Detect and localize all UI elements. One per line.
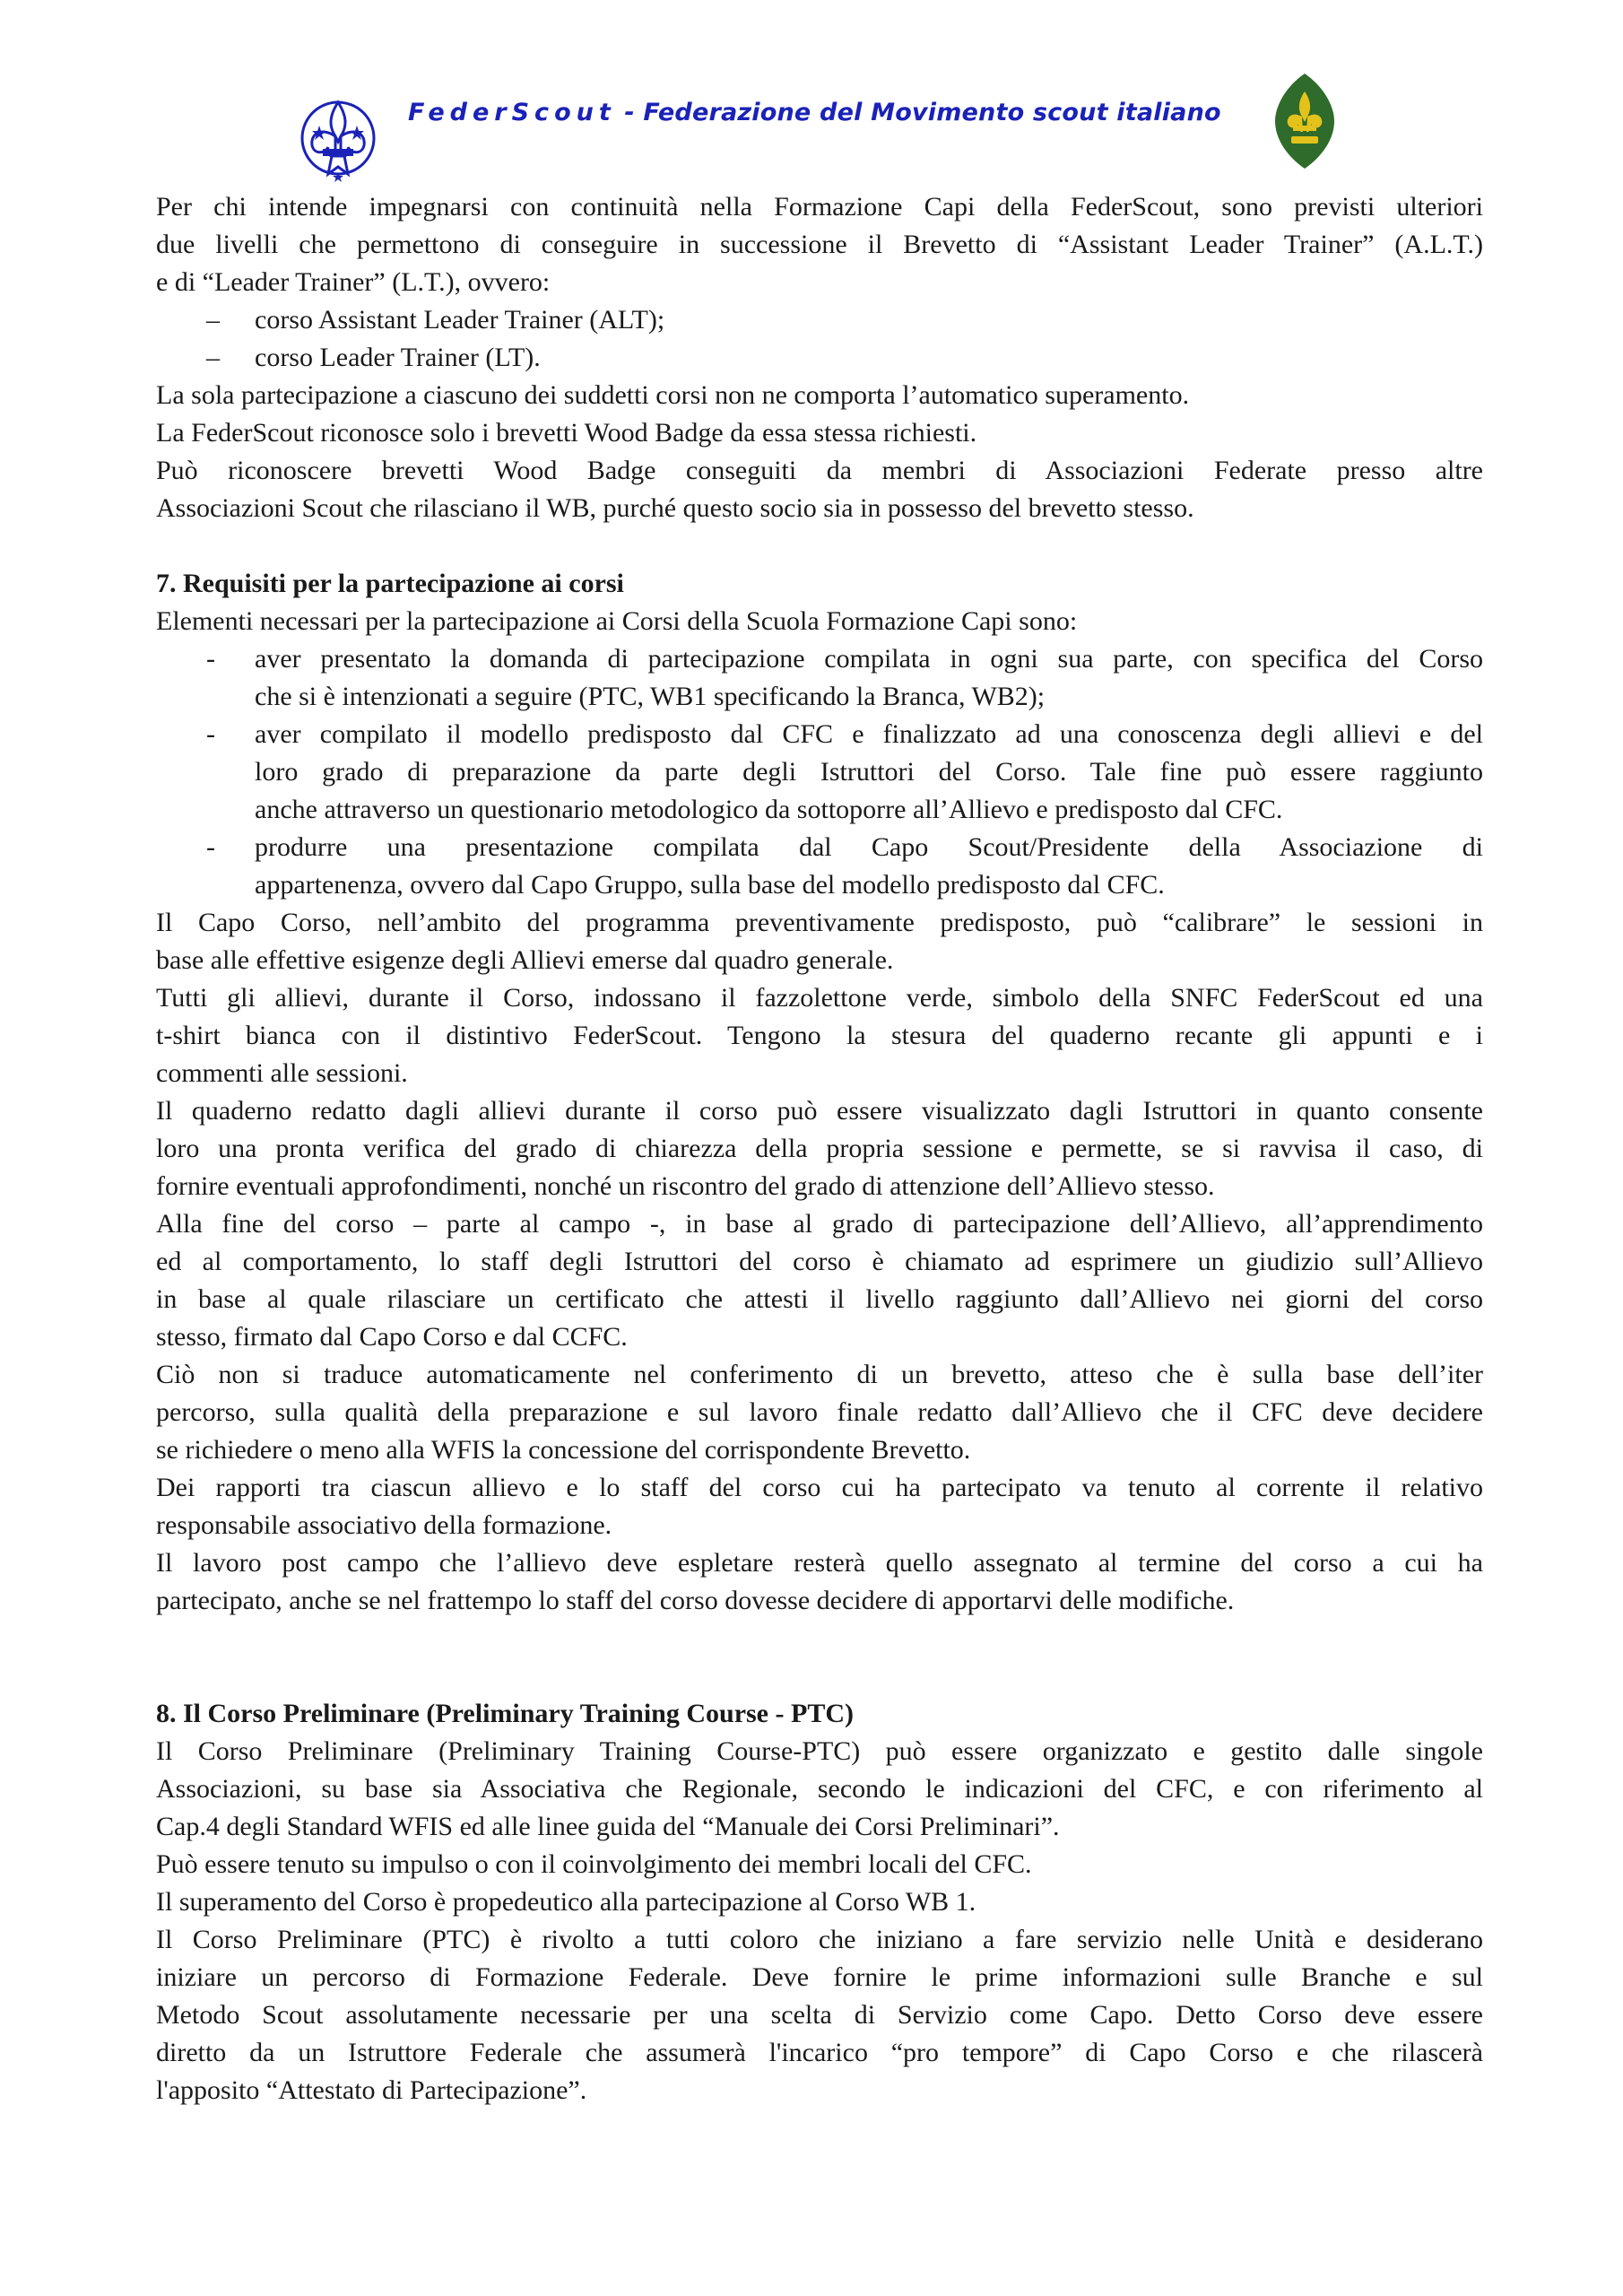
paragraph: Può essere tenuto su impulso o con il coinvolgimento dei membri locali del CFC. bbox=[156, 1849, 1032, 1879]
paragraph bbox=[156, 452, 1483, 527]
text-line: Associazioni Scout che rilasciano il WB, purché questo socio sia in possesso del brevetto stesso. bbox=[156, 493, 1194, 523]
intro-paragraph bbox=[156, 188, 1483, 301]
header-separator: - bbox=[615, 99, 644, 126]
page-header bbox=[296, 90, 1327, 152]
list-item: – corso Leader Trainer (LT). bbox=[206, 343, 541, 372]
header-subtitle: Federazione del Movimento scout italiano bbox=[643, 99, 1221, 126]
text-line: Per chi intende impegnarsi con continuità nella Formazione Capi della FederScout, sono previsti ulteriori bbox=[156, 192, 1483, 222]
fleur-de-lis-stars-icon bbox=[296, 90, 381, 188]
paragraph: Tutti gli allievi, durante il Corso, indossano il fazzolettone verde, simbolo della SNFC FederScout ed una t-shirt bianca con il distintivo FederScout. Tengono la stesura del quaderno recante gli appunti e i commenti alle sessioni. bbox=[156, 983, 1483, 1088]
paragraph: Il lavoro post campo che l’allievo deve espletare resterà quello assegnato al termine del corso a cui ha partecipato, anche se nel frattempo lo staff del corso dovesse decidere di apportarvi delle modifiche. bbox=[156, 1548, 1483, 1615]
list-item: - aver compilato il modello predisposto dal CFC e finalizzato ad una conoscenza degli allievi e del loro grado di preparazione da parte degli Istruttori del Corso. Tale fine può essere raggiunto anche attraverso un questionario metodologico da sottoporre all’Allievo e predisposto dal CFC. bbox=[206, 719, 1483, 824]
header-org: FederScout bbox=[408, 99, 616, 126]
document-body bbox=[156, 188, 1483, 2109]
text-line: due livelli che permettono di conseguire in successione il Brevetto di “Assistant Leader Trainer” (A.L.T.) bbox=[156, 230, 1483, 259]
paragraph: La sola partecipazione a ciascuno dei suddetti corsi non ne comporta l’automatico superamento. bbox=[156, 380, 1190, 410]
paragraph: Il quaderno redatto dagli allievi durante il corso può essere visualizzato dagli Istruttori in quanto consente loro una pronta verifica del grado di chiarezza della propria sessione e permette, se si ravvisa il caso, di fornire eventuali approfondimenti, nonché un riscontro del grado di attenzione dell’Allievo stesso. bbox=[156, 1096, 1483, 1201]
section-heading: 7. Requisiti per la partecipazione ai corsi bbox=[156, 569, 624, 598]
paragraph: Il Capo Corso, nell’ambito del programma preventivamente predisposto, può “calibrare” le sessioni in base alle effettive esigenze degli Allievi emerse dal quadro generale. bbox=[156, 908, 1483, 975]
list-item: – corso Assistant Leader Trainer (ALT); bbox=[206, 305, 665, 335]
paragraph: Alla fine del corso – parte al campo -, in base al grado di partecipazione dell’Allievo, all’apprendimento ed al comportamento, lo staff degli Istruttori del corso è chiamato ad esprimere un giudizio sull’Allievo in base al quale rilasciare un certificato che attesti il livello raggiunto dall’Allievo nei giorni del corso stesso, firmato dal Capo Corso e dal CCFC. bbox=[156, 1209, 1483, 1352]
paragraph: La FederScout riconosce solo i brevetti Wood Badge da essa stessa richiesti. bbox=[156, 418, 977, 448]
fleur-de-lis-badge-icon bbox=[1273, 72, 1336, 170]
paragraph: Dei rapporti tra ciascun allievo e lo staff del corso cui ha partecipato va tenuto al corrente il relativo responsabile associativo della formazione. bbox=[156, 1473, 1483, 1540]
paragraph: Ciò non si traduce automaticamente nel conferimento di un brevetto, atteso che è sulla base dell’iter percorso, sulla qualità della preparazione e sul lavoro finale redatto dall’Allievo che il CFC deve decidere se richiedere o meno alla WFIS la concessione del corrispondente Brevetto. bbox=[156, 1360, 1483, 1465]
paragraph: Elementi necessari per la partecipazione ai Corsi della Scuola Formazione Capi sono: bbox=[156, 606, 1078, 636]
header-title bbox=[408, 99, 1221, 126]
text-line: Può riconoscere brevetti Wood Badge conseguiti da membri di Associazioni Federate presso altre bbox=[156, 456, 1483, 485]
paragraph: Il superamento del Corso è propedeutico alla partecipazione al Corso WB 1. bbox=[156, 1887, 976, 1917]
section-heading: 8. Il Corso Preliminare (Preliminary Training Course - PTC) bbox=[156, 1699, 854, 1728]
paragraph: Il Corso Preliminare (PTC) è rivolto a tutti coloro che iniziano a fare servizio nelle Unità e desiderano iniziare un percorso di Formazione Federale. Deve fornire le prime informazioni sulle Branche e sul Metodo Scout assolutamente necessarie per una scelta di Servizio come Capo. Detto Corso deve essere diretto da un Istruttore Federale che assumerà l'incarico “pro tempore” di Capo Corso e che rilascerà l'apposito “Attestato di Partecipazione”. bbox=[156, 1925, 1483, 2105]
text-line: e di “Leader Trainer” (L.T.), ovvero: bbox=[156, 267, 551, 297]
paragraph: Il Corso Preliminare (Preliminary Training Course-PTC) può essere organizzato e gestito dalle singole Associazioni, su base sia Associativa che Regionale, secondo le indicazioni del CFC, e con riferimento al Cap.4 degli Standard WFIS ed alle linee guida del “Manuale dei Corsi Preliminari”. bbox=[156, 1736, 1483, 1841]
list-item: - aver presentato la domanda di partecipazione compilata in ogni sua parte, con specifica del Corso che si è intenzionati a seguire (PTC, WB1 specificando la Branca, WB2); bbox=[206, 644, 1483, 711]
list-item: - produrre una presentazione compilata dal Capo Scout/Presidente della Associazione di appartenenza, ovvero dal Capo Gruppo, sulla base del modello predisposto dal CFC. bbox=[206, 832, 1483, 900]
